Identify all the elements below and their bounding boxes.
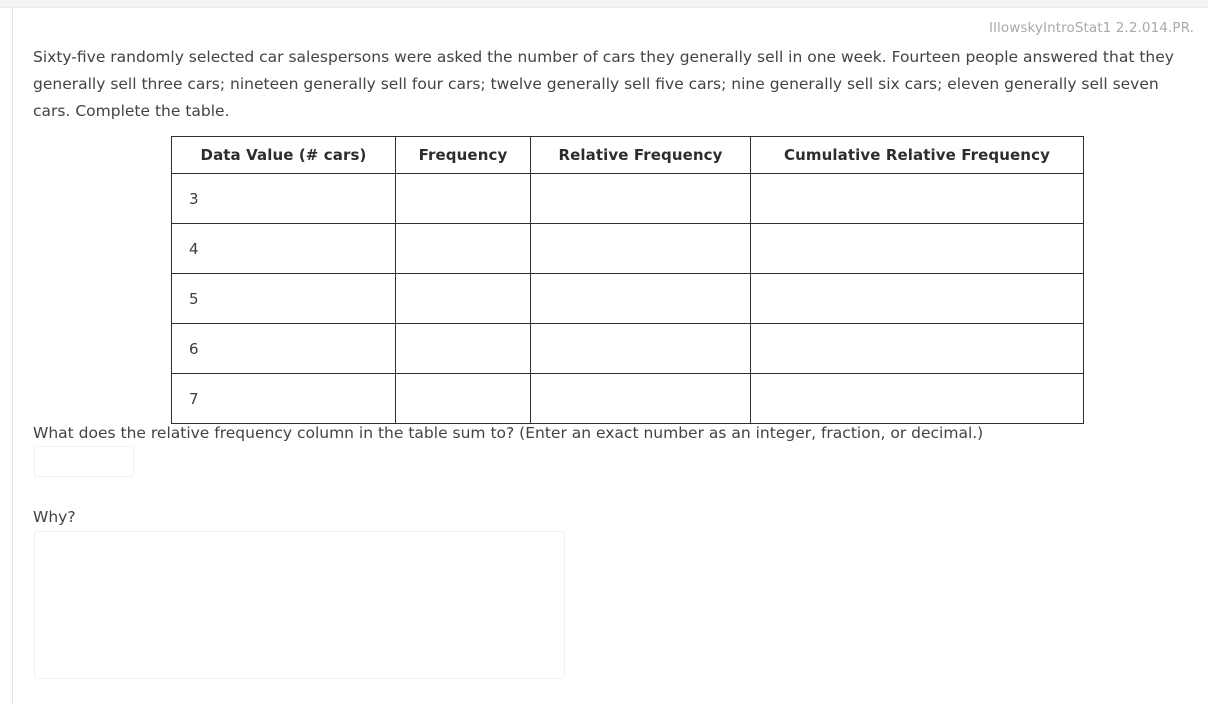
column-header-cumulative-relative-frequency: Cumulative Relative Frequency	[751, 137, 1084, 174]
cell-relative-frequency[interactable]	[531, 174, 751, 224]
column-header-frequency: Frequency	[396, 137, 531, 174]
table-header-row	[172, 137, 1084, 174]
cell-data-value: 4	[172, 224, 396, 274]
cell-data-value: 3	[172, 174, 396, 224]
cell-cumulative-relative-frequency[interactable]	[751, 174, 1084, 224]
column-header-data-value: Data Value (# cars)	[172, 137, 396, 174]
page-left-divider	[12, 9, 13, 705]
sum-answer-input[interactable]	[34, 446, 134, 477]
cell-data-value: 6	[172, 324, 396, 374]
why-label: Why?	[33, 508, 76, 526]
cell-data-value: 5	[172, 274, 396, 324]
table-row	[172, 224, 1084, 274]
cell-frequency[interactable]	[396, 274, 531, 324]
cell-frequency[interactable]	[396, 174, 531, 224]
frequency-table	[171, 136, 1084, 424]
sum-question-text: What does the relative frequency column in the table sum to? (Enter an exact number as an integer, fraction, or decimal.)	[33, 424, 984, 442]
cell-relative-frequency[interactable]	[531, 274, 751, 324]
table-row	[172, 324, 1084, 374]
column-header-relative-frequency: Relative Frequency	[531, 137, 751, 174]
why-textarea[interactable]	[34, 531, 565, 679]
table-row	[172, 274, 1084, 324]
cell-cumulative-relative-frequency[interactable]	[751, 224, 1084, 274]
page-top-strip	[0, 0, 1208, 8]
cell-relative-frequency[interactable]	[531, 374, 751, 424]
cell-relative-frequency[interactable]	[531, 224, 751, 274]
cell-relative-frequency[interactable]	[531, 324, 751, 374]
cell-cumulative-relative-frequency[interactable]	[751, 374, 1084, 424]
cell-frequency[interactable]	[396, 224, 531, 274]
cell-data-value: 7	[172, 374, 396, 424]
cell-frequency[interactable]	[396, 374, 531, 424]
cell-cumulative-relative-frequency[interactable]	[751, 274, 1084, 324]
cell-frequency[interactable]	[396, 324, 531, 374]
problem-statement: Sixty-five randomly selected car salespersons were asked the number of cars they generally sell in one week. Fourteen people answered that they generally sell three cars; nineteen generally sell four cars; twelve generally sell five cars; nine generally sell six cars; eleven generally sell seven cars. Complete the table.	[33, 48, 1174, 120]
exercise-id-label: IllowskyIntroStat1 2.2.014.PR.	[989, 20, 1194, 36]
cell-cumulative-relative-frequency[interactable]	[751, 324, 1084, 374]
table-row	[172, 374, 1084, 424]
table-row	[172, 174, 1084, 224]
